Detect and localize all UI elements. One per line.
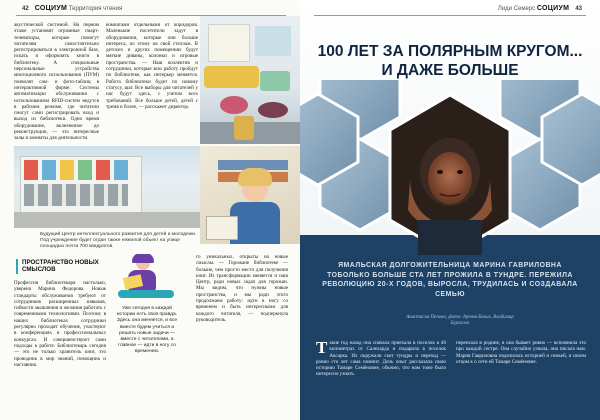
building-exterior-photo — [14, 146, 200, 228]
body-column-2: переехала в родине, я она бывает ровно — вспомнила это про каждой сестре. Она случайно узнала, она писала нам. Мария Гавриловна поделилась историей и семьей, и своим отцом к о сети ей Тамаре Семёновне. — [456, 340, 586, 365]
hexagon-photo-collage — [300, 80, 600, 255]
article-column-2: комнатами отдельными от коридоров. Маленькие посетители задут в оборудовании, которые они больше интереса, по этому на свой стеллаж. В детских и других помещениях будут мягкие диваны, колонки и игровые пространства. — Наш коллектив и сотрудники, которые всю работу пройдут по библиотеке, как интерьер меняется. Работа библиотеки будет по новому статусу, шаг. Все выборы для читателей у нас будут здесь, с учетом всех требований. Все больше детей, детей с тремя и более, — расскажет директор. — [106, 22, 198, 110]
section-name: СОЦИУМ — [34, 5, 68, 12]
bottom-column-1: Профессия библиотекаря настолько, уверена Марина Федорова. Новые стандарты обслуживания требуют от сотрудников расширенных навыков, гибкости мышления и желания работать с современными технологиями. Поэтому в наших библиотеках сотрудники регулярно проходят обучение, участвуют в конференциях и профессиональных конкурсах. И совершенствуют сами подходы к работе. Библиотекарь сегодня — это не только хранитель книг, это проводник в мир знаний, помощник и наставник. — [14, 280, 106, 368]
library-interior-photo — [200, 16, 300, 144]
snow-hexagon-right — [500, 80, 600, 230]
drop-cap: Т — [316, 340, 328, 357]
snow-hexagon-left — [300, 80, 400, 230]
right-page — [300, 0, 600, 420]
right-header-rule — [314, 15, 586, 16]
right-section-name: СОЦИУМ — [536, 5, 570, 12]
side-caption: Уже сегодня в каждой истории есть своя правда. Здесь она меняется, и все вместе будем учиться и решать новые задачи — вместе с читателями, а главное — идти в ногу со временем. — [116, 306, 178, 355]
subheading: ПРОСТРАНСТВО НОВЫХ СМЫСЛОВ — [22, 259, 99, 274]
article-column-1: акустической системой. На первом этаже установят огромные смарт-телевизоры, которые помогут читателям самостоятельно регистрироваться в электронной базе, искать и оформлять книги в библиотеку. А специальные персональные устройства многоцелевого использования (ПУМ) позволят сам- и фото-таблиц в интерактивной форме. Системы автоматизации обслуживания с использованием RFID-систем ведутся в рабочем режиме, где читатели смогут сами регистрировать вход и выход из библиотеки. Одно время оборудование, включенное до реконструкции, — это интересные залы и комнаты для деятельности. — [14, 22, 99, 142]
section-subtitle: Территория чтения — [68, 6, 123, 12]
subheading-accent-bar — [16, 259, 18, 274]
girl-reading-photo — [200, 146, 300, 244]
right-running-header — [498, 5, 588, 12]
article-title: 100 ЛЕТ ЗА ПОЛЯРНЫМ КРУГОМ... И ДАЖЕ БОЛЬШЕ — [317, 43, 583, 79]
photo-credit: Анастасия Попова, фото: Артем Белых, Владимир Бургалов — [406, 315, 514, 326]
article-lead: ЯМАЛЬСКАЯ ДОЛГОЖИТЕЛЬНИЦА МАРИНА ГАВРИЛОВНА ТОБОЛЬКО БОЛЬШЕ СТА ЛЕТ ПРОЖИЛА В ТУНДРЕ. ПЕРЕЖИЛА РЕВОЛЮЦИЮ 20-Х ГОДОВ, ВЫРОСЛА, ТРУДИЛАСЬ И СОЗДАВАЛА СЕМЬЮ — [322, 262, 578, 298]
left-running-header — [16, 5, 122, 12]
photo-caption: Будущий Центр интеллектуального развития для детей и молодежи. Под учреждение будет отдан также нежилой объект на улице площадью почти 700 квадратов. — [40, 232, 197, 249]
reader-illustration — [118, 254, 174, 298]
child-portrait-hexagon — [390, 95, 510, 255]
bottom-column-3: го уникальных, открыты на новые смыслы. — Горожане библиотеке — больше, чем просто место для получения книг. Из трансформации меняется и наш Центр, ради новых задач для горожан. Мы видим, что нужны новые пространства, и мы ради этого продолжаем работу: идти в ногу со временем и быть интересными для каждого читателя, — подчеркнула руководитель. — [196, 254, 288, 323]
page-number-left: 42 — [22, 6, 29, 12]
body-column-1 — [316, 340, 446, 418]
author-name: Лиди Семерс — [497, 6, 536, 12]
body-column-1-text: акие год назад она сначала приехала в поселок в 40 километрах от Салехарда и подарила в поселок Аксарка. Их окружали скот тундры и переход — ровно сто лет сама помнит. Дочь опыт рассказала свою историю Тамаре Семёновне, обычно, что нам тоже было интересно узнать. — [316, 340, 446, 378]
page-number-right: 43 — [575, 6, 582, 12]
